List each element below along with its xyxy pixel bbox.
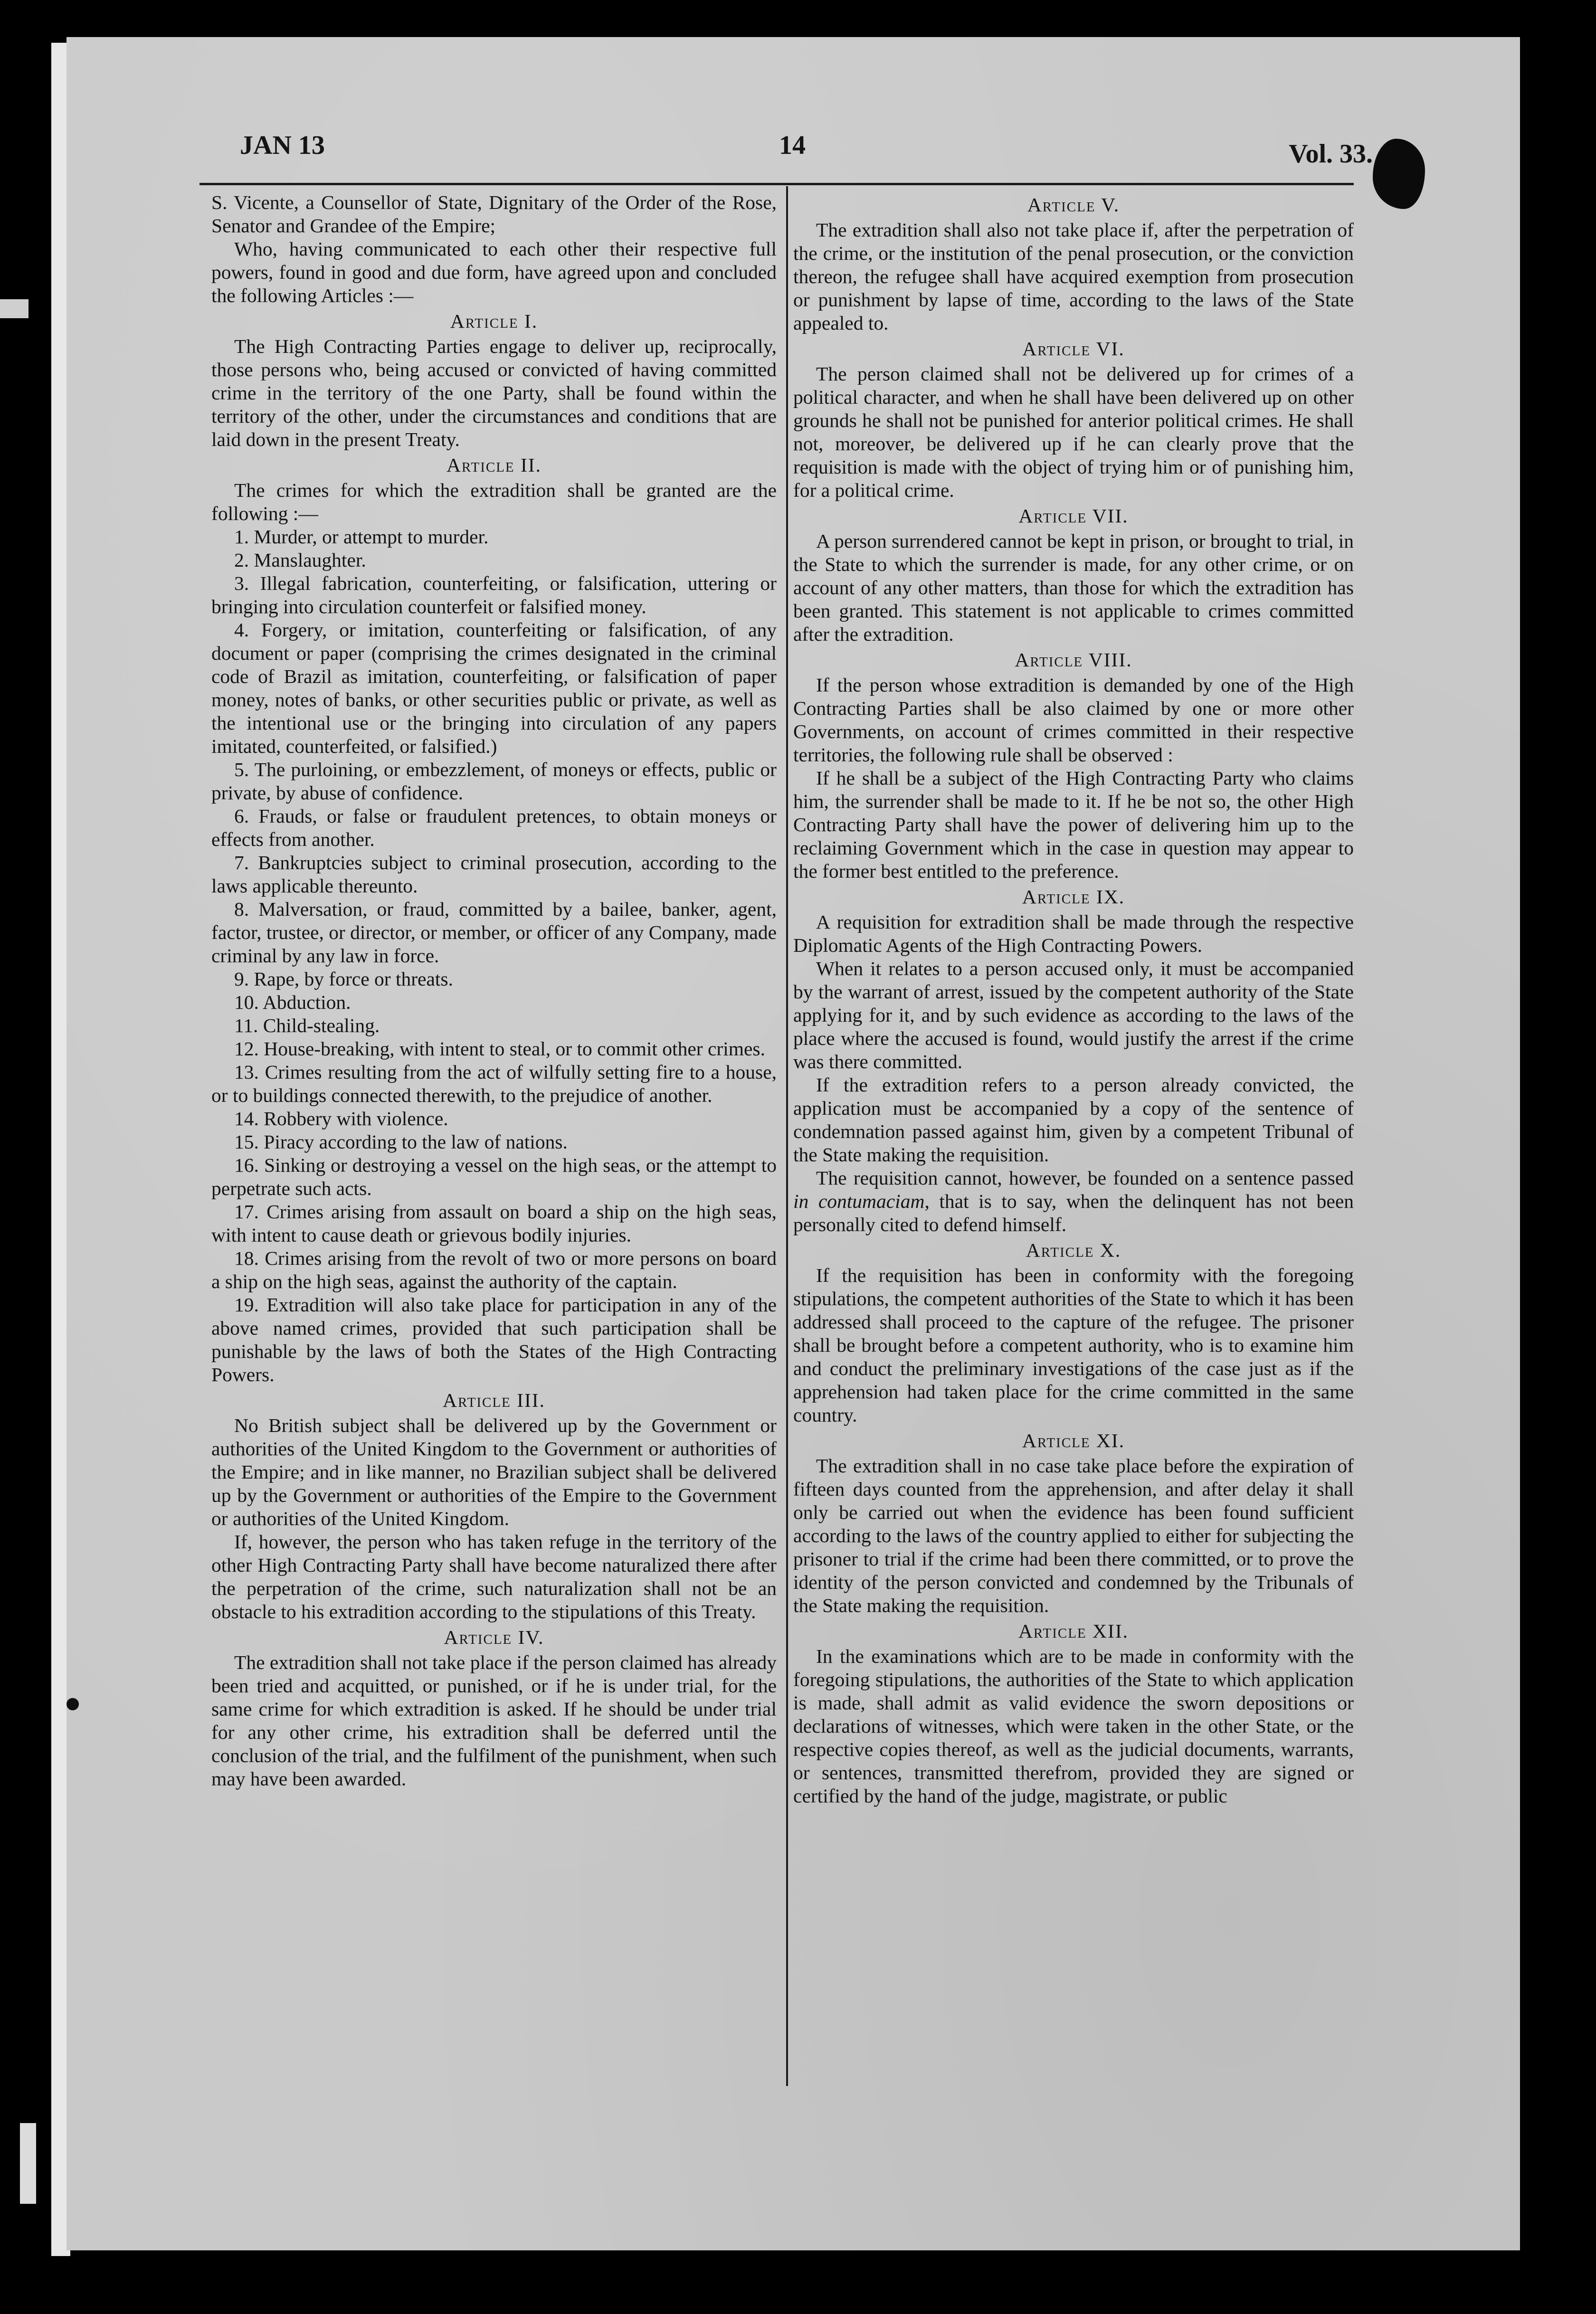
article-heading: Article VI. (1022, 338, 1125, 360)
ink-dot (66, 1698, 79, 1710)
paragraph: 2. Manslaughter. (234, 549, 366, 571)
article-heading: Article I. (450, 310, 538, 332)
paragraph: In the examinations which are to be made in conformity with the foregoing stipulations, the authorities of the State to which application is made, shall admit as valid evidence the sworn depositions or declarations of witnesses, which were taken in the other State, or the respective copies thereof, as well as the judicial documents, warrants, or sentences, transmitted therefrom, provided they are signed or certified by the hand of the judge, magistrate, or public (793, 1645, 1354, 1807)
paragraph: 13. Crimes resulting from the act of wilfully setting fire to a house, or to buildings connected therewith, to the prejudice of another. (211, 1061, 777, 1106)
paragraph: 10. Abduction. (234, 991, 351, 1013)
paragraph: 12. House-breaking, with intent to steal, or to commit other crimes. (234, 1038, 765, 1060)
article-heading: Article V. (1027, 194, 1120, 216)
article-heading: Article VII. (1018, 505, 1129, 527)
paragraph: The High Contracting Parties engage to deliver up, reciprocally, those persons who, being accused or convicted of having committed crime in the territory of the one Party, shall be found within the territory of the other, under the circumstances and conditions that are laid down in the present Treaty. (211, 335, 777, 450)
ink-blot (1373, 139, 1425, 209)
left-column (211, 191, 777, 1791)
column-divider (786, 186, 788, 2086)
paragraph: The crimes for which the extradition shall be granted are the following :— (211, 479, 777, 524)
paragraph: If the extradition refers to a person already convicted, the application must be accompanied by a copy of the sentence of condemnation passed against him, given by a competent Tribunal of the State making the requisition. (793, 1074, 1354, 1166)
paragraph: The extradition shall also not take place if, after the perpetration of the crime, or the institution of the penal prosecution, or the conviction thereon, the refugee shall have acquired exemption from prosecution or punishment by lapse of time, according to the laws of the State appealed to. (793, 219, 1354, 334)
article-heading: Article XI. (1022, 1430, 1125, 1451)
paragraph: The extradition shall in no case take place before the expiration of fifteen days counted from the apprehension, and after delay it shall only be carried out when the evidence has been found sufficient according to the laws of the country applied to either for subjecting the prisoner to trial if the crime had been there committed, or to prove the identity of the person convicted and condemned by the Tribunals of the State making the requisition. (793, 1455, 1354, 1616)
article-heading: Article VIII. (1015, 649, 1132, 671)
paragraph: 17. Crimes arising from assault on board a ship on the high seas, with intent to cause death or grievous bodily injuries. (211, 1201, 777, 1246)
article-heading: Article X. (1026, 1239, 1121, 1261)
right-column (793, 191, 1354, 1808)
article-heading: Article XII. (1018, 1620, 1129, 1642)
paragraph: 16. Sinking or destroying a vessel on the high seas, or the attempt to perpetrate such acts. (211, 1154, 777, 1199)
header-page-number: 14 (779, 131, 806, 160)
paragraph: 6. Frauds, or false or fraudulent pretences, to obtain moneys or effects from another. (211, 805, 777, 850)
paragraph: A requisition for extradition shall be made through the respective Diplomatic Agents of the High Contracting Powers. (793, 911, 1354, 956)
paragraph: 15. Piracy according to the law of nations. (234, 1131, 568, 1153)
paragraph: 8. Malversation, or fraud, committed by a bailee, banker, agent, factor, trustee, or director, or member, or officer of any Company, made criminal by any law in force. (211, 898, 777, 967)
header-volume: Vol. 33. (1289, 139, 1373, 169)
paragraph: The person claimed shall not be delivered up for crimes of a political character, and when he shall have been delivered up on other grounds he shall not be punished for anterior political crimes. He shall not, moreover, be delivered up if he can clearly prove that the requisition is made with the object of trying him or of punishing him, for a political crime. (793, 363, 1354, 501)
paragraph-text: , that is to say, when the delinquent has not been personally cited to defend himself. (793, 1190, 1354, 1235)
italic-phrase: in contumaciam (793, 1190, 925, 1212)
paragraph: 4. Forgery, or imitation, counterfeiting or falsification, of any document or paper (comprising the crimes designated in the criminal code of Brazil as imitation, counterfeiting, or falsification of paper money, notes of banks, or other securities public or private, as well as the intentional use or the bringing into circulation of any papers imitated, counterfeited, or falsified.) (211, 619, 777, 757)
paragraph: 1. Murder, or attempt to murder. (234, 526, 489, 548)
paragraph: 11. Child-stealing. (234, 1015, 380, 1036)
paragraph: If the requisition has been in conformity with the foregoing stipulations, the competent authorities of the State to which it has been addressed shall proceed to the capture of the refugee. The prisoner shall be brought before a competent authority, who is to examine him and conduct the preliminary investigations of the case just as if the apprehension had taken place for the crime committed in the same country. (793, 1264, 1354, 1426)
article-heading: Article IV. (444, 1626, 544, 1648)
paragraph: If, however, the person who has taken refuge in the territory of the other High Contracting Party shall have become naturalized there after the perpetration of the crime, such naturalization shall not be an obstacle to his extradition according to the stipulations of this Treaty. (211, 1531, 777, 1622)
paragraph: When it relates to a person accused only, it must be accompanied by the warrant of arrest, issued by the competent authority of the State applying for it, and by such evidence as according to the laws of the place where the accused is found, would justify the arrest if the crime was there committed. (793, 958, 1354, 1072)
paragraph: 18. Crimes arising from the revolt of two or more persons on board a ship on the high seas, against the authority of the captain. (211, 1247, 777, 1292)
scan-tab-mark (20, 2123, 36, 2204)
paragraph-text: The requisition cannot, however, be founded on a sentence passed (816, 1167, 1354, 1189)
paragraph (793, 1166, 1354, 1236)
scan-tab-mark (0, 299, 28, 318)
paragraph: 14. Robbery with violence. (234, 1108, 448, 1129)
paragraph: Who, having communicated to each other their respective full powers, found in good and due form, have agreed upon and concluded the following Articles :— (211, 238, 777, 306)
paragraph: 5. The purloining, or embezzlement, of moneys or effects, public or private, by abuse of confidence. (211, 759, 777, 804)
paragraph: S. Vicente, a Counsellor of State, Dignitary of the Order of the Rose, Senator and Grandee of the Empire; (211, 191, 777, 237)
paragraph: 3. Illegal fabrication, counterfeiting, or falsification, uttering or bringing into circulation counterfeit or falsified money. (211, 572, 777, 617)
paragraph: 19. Extradition will also take place for participation in any of the above named crimes, provided that such participation shall be punishable by the laws of both the States of the High Contracting Powers. (211, 1294, 777, 1385)
paragraph: 7. Bankruptcies subject to criminal prosecution, according to the laws applicable thereunto. (211, 852, 777, 897)
article-heading: Article IX. (1022, 886, 1125, 908)
paragraph: The extradition shall not take place if the person claimed has already been tried and acquitted, or punished, or if he is under trial, for the same crime for which extradition is asked. If he should be under trial for any other crime, his extradition shall be deferred until the conclusion of the trial, and the fulfilment of the punishment, when such may have been awarded. (211, 1651, 777, 1790)
article-heading: Article III. (443, 1389, 545, 1411)
paragraph: 9. Rape, by force or threats. (234, 968, 453, 990)
paragraph: A person surrendered cannot be kept in prison, or brought to trial, in the State to which the surrender is made, for any other crime, or on account of any other matters, than those for which the extradition has been granted. This statement is not applicable to crimes committed after the extradition. (793, 530, 1354, 645)
paragraph: If the person whose extradition is demanded by one of the High Contracting Parties shall be also claimed by one or more other Governments, on account of crimes committed in their respective territories, the following rule shall be observed : (793, 674, 1354, 766)
page-header (240, 124, 1373, 177)
paragraph: If he shall be a subject of the High Contracting Party who claims him, the surrender shall be made to it. If he be not so, the other High Contracting Party shall have the power of delivering him up to the reclaiming Government which in the case in question may appear to the former best entitled to the preference. (793, 767, 1354, 882)
header-rule (200, 183, 1354, 185)
header-date: JAN 13 (240, 131, 325, 160)
article-heading: Article II. (446, 454, 542, 476)
paragraph: No British subject shall be delivered up by the Government or authorities of the United Kingdom to the Government or authorities of the Empire; and in like manner, no Brazilian subject shall be delivered up by the Government or authorities of the Empire to the Government or authorities of the United Kingdom. (211, 1414, 777, 1529)
